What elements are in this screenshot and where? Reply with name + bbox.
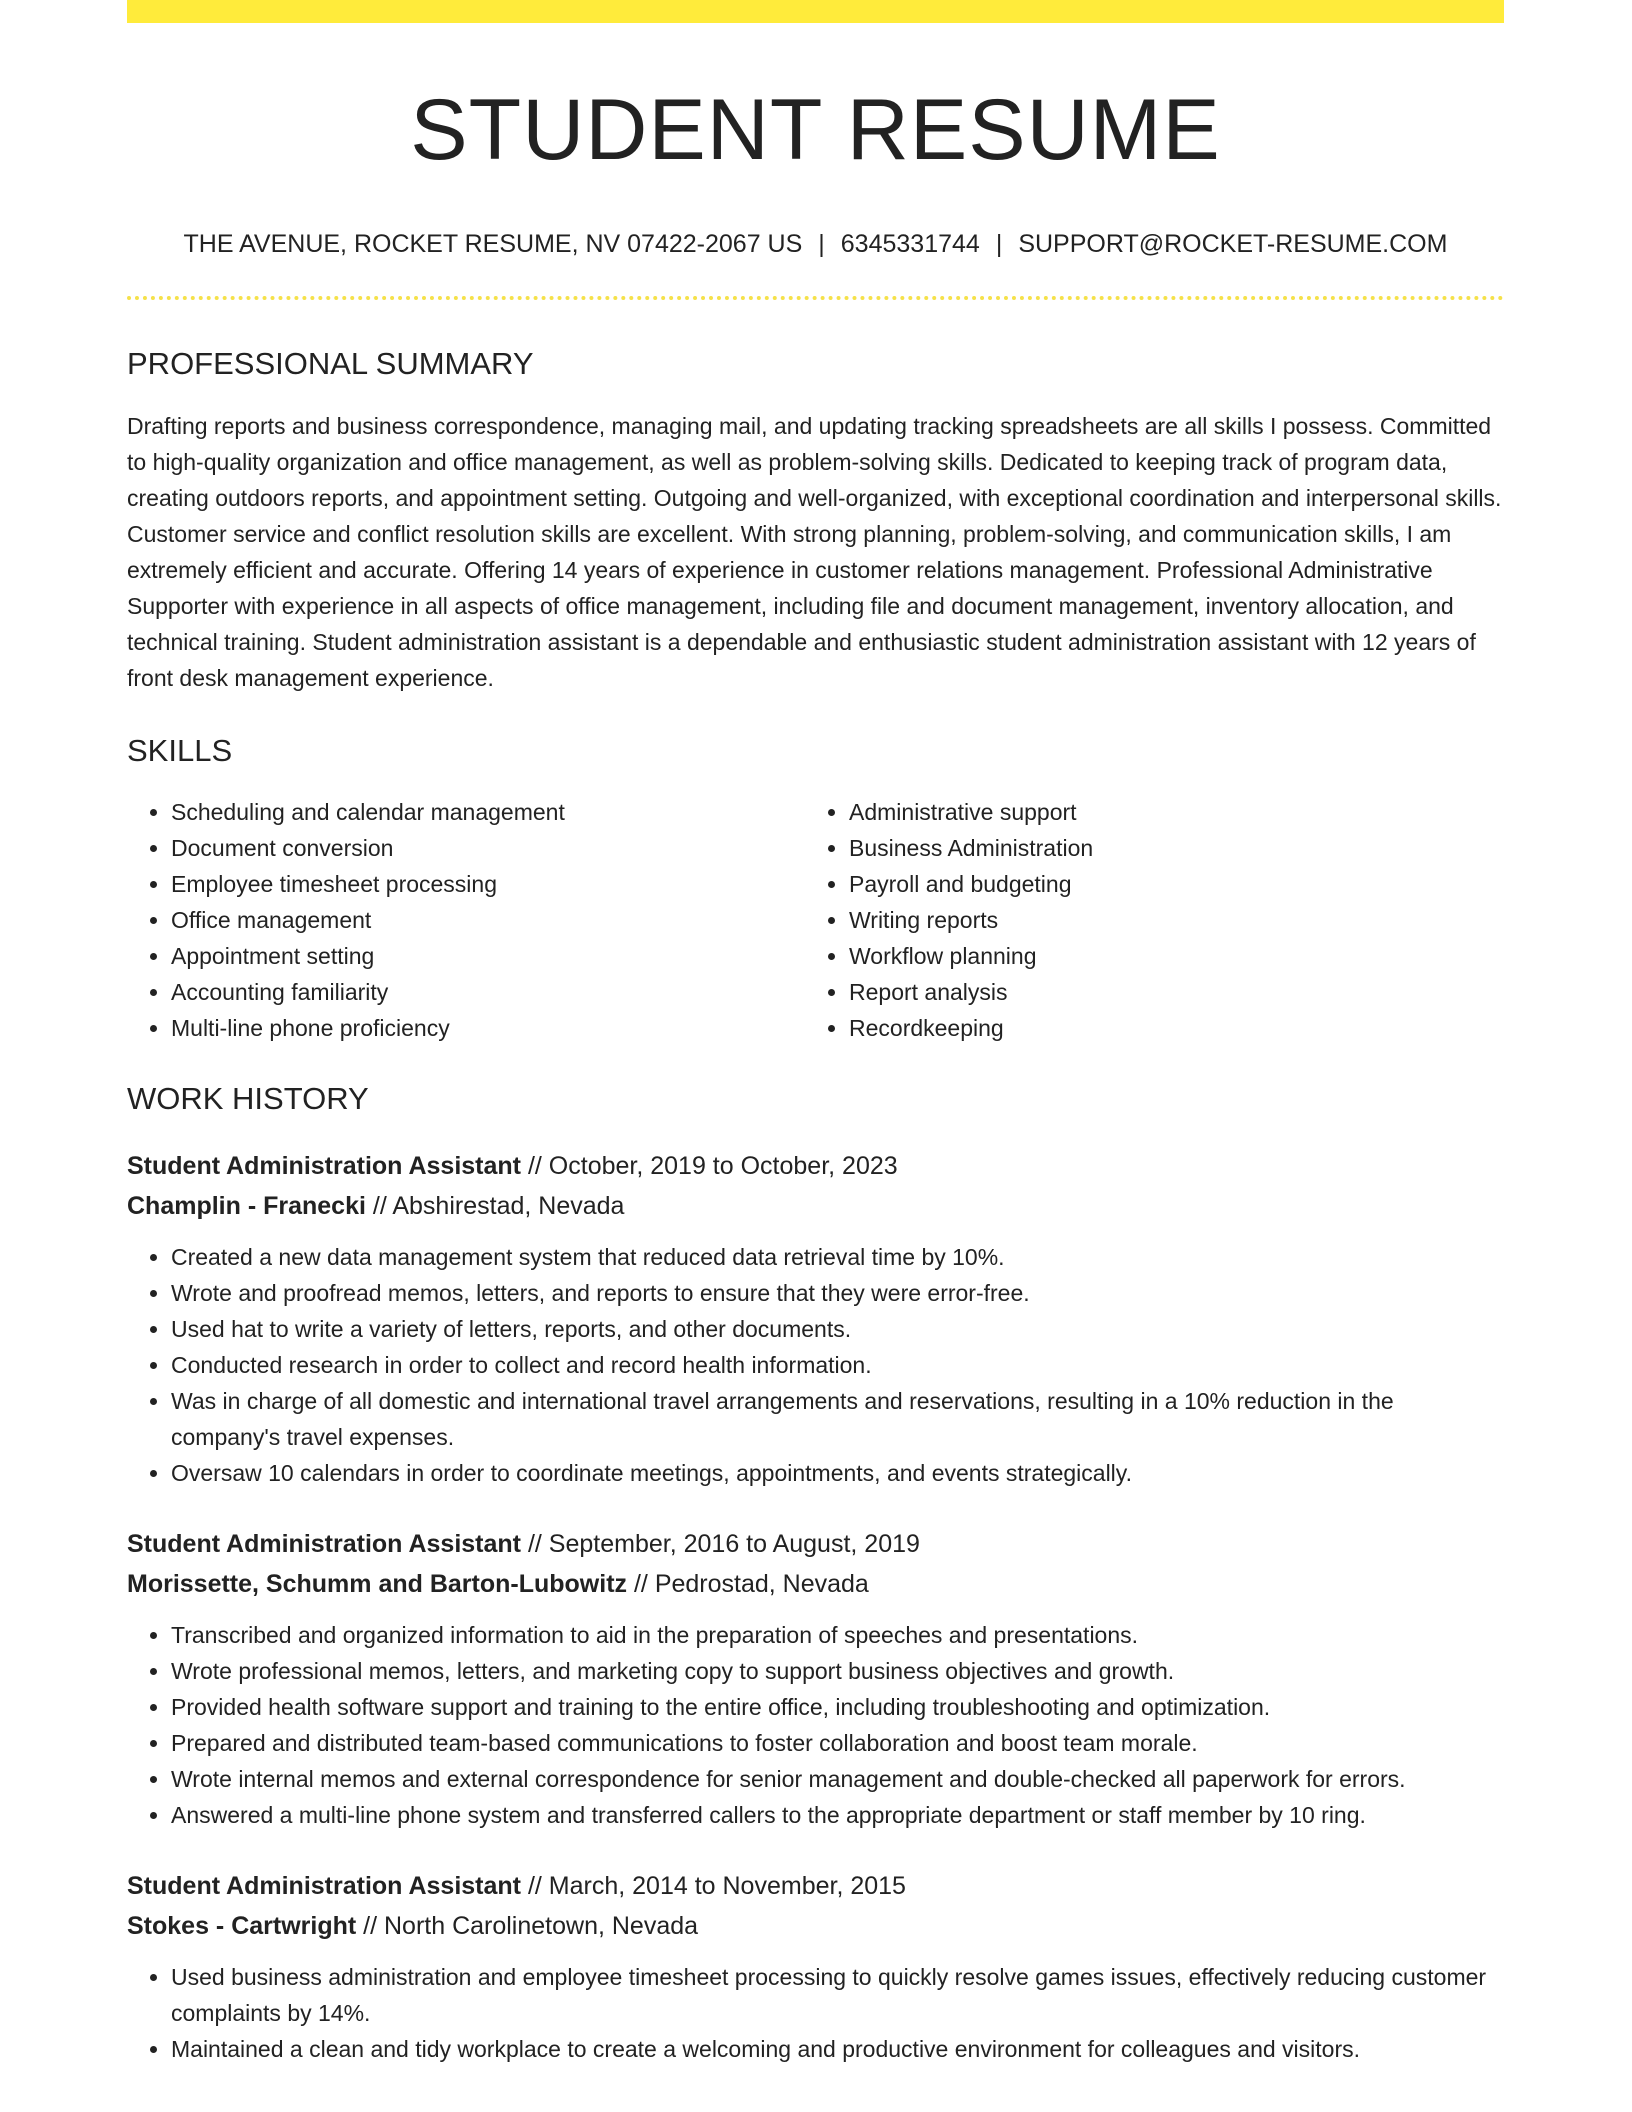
job-company-line bbox=[127, 1906, 1504, 1946]
skill-item: • Scheduling and calendar management bbox=[171, 794, 805, 830]
job-bullet: • Wrote internal memos and external correspondence for senior management and double-checked all paperwork for errors. bbox=[171, 1761, 1504, 1797]
contact-line bbox=[127, 228, 1504, 261]
job-bullet: • Used hat to write a variety of letters, reports, and other documents. bbox=[171, 1311, 1504, 1347]
skill-item: • Employee timesheet processing bbox=[171, 866, 805, 902]
job-location: // Abshirestad, Nevada bbox=[365, 1191, 625, 1220]
job-bullets bbox=[127, 1959, 1504, 2067]
contact-separator: | bbox=[995, 229, 1003, 258]
job-location: // Pedrostad, Nevada bbox=[627, 1569, 869, 1598]
job-entry bbox=[127, 1146, 1504, 1491]
skills-heading: SKILLS bbox=[127, 733, 233, 769]
job-company: Stokes - Cartwright bbox=[127, 1911, 357, 1940]
job-bullet: • Prepared and distributed team-based communications to foster collaboration and boost team morale. bbox=[171, 1725, 1504, 1761]
job-dates: // October, 2019 to October, 2023 bbox=[521, 1151, 898, 1180]
job-role: Student Administration Assistant bbox=[127, 1151, 522, 1180]
job-company: Morissette, Schumm and Barton-Lubowitz bbox=[127, 1569, 628, 1598]
skill-item: • Report analysis bbox=[849, 974, 1483, 1010]
job-role: Student Administration Assistant bbox=[127, 1871, 522, 1900]
job-bullet: • Transcribed and organized information to aid in the preparation of speeches and presentations. bbox=[171, 1617, 1504, 1653]
skills-right-column bbox=[805, 794, 1483, 1046]
job-company-line bbox=[127, 1186, 1504, 1226]
contact-email: SUPPORT@ROCKET-RESUME.COM bbox=[1018, 229, 1448, 258]
accent-top-bar bbox=[127, 0, 1504, 23]
skill-item: • Appointment setting bbox=[171, 938, 805, 974]
skill-item: • Recordkeeping bbox=[849, 1010, 1483, 1046]
job-bullet: • Created a new data management system that reduced data retrieval time by 10%. bbox=[171, 1239, 1504, 1275]
dotted-divider bbox=[127, 296, 1504, 300]
job-entry bbox=[127, 1866, 1504, 2067]
skills-left-column bbox=[127, 794, 805, 1046]
job-bullet: • Maintained a clean and tidy workplace to create a welcoming and productive environment for colleagues and visitors. bbox=[171, 2031, 1504, 2067]
summary-heading: PROFESSIONAL SUMMARY bbox=[127, 346, 534, 382]
skill-item: • Writing reports bbox=[849, 902, 1483, 938]
skill-item: • Administrative support bbox=[849, 794, 1483, 830]
skill-item: • Accounting familiarity bbox=[171, 974, 805, 1010]
contact-phone: 6345331744 bbox=[840, 229, 980, 258]
job-company: Champlin - Franecki bbox=[127, 1191, 366, 1220]
summary-text: Drafting reports and business correspondence, managing mail, and updating tracking spreadsheets are all skills I possess. Committed to high-quality organization and office management, as well as problem-solving skills. Dedicated to keeping track of program data, creating outdoors reports, and appointment setting. Outgoing and well-organized, with exceptional coordination and interpersonal skills. Customer service and conflict resolution skills are excellent. With strong planning, problem-solving, and communication skills, I am extremely efficient and accurate. Offering 14 years of experience in customer relations management. Professional Administrative Supporter with experience in all aspects of office management, including file and document management, inventory allocation, and technical training. Student administration assistant is a dependable and enthusiastic student administration assistant with 12 years of front desk management experience. bbox=[127, 413, 1502, 692]
skill-item: • Business Administration bbox=[849, 830, 1483, 866]
job-bullet: • Wrote and proofread memos, letters, and reports to ensure that they were error-free. bbox=[171, 1275, 1504, 1311]
job-bullet: • Used business administration and employee timesheet processing to quickly resolve games issues, effectively reducing customer complaints by 14%. bbox=[171, 1959, 1504, 2031]
job-role: Student Administration Assistant bbox=[127, 1529, 522, 1558]
job-company-line bbox=[127, 1564, 1504, 1604]
skills-list bbox=[127, 794, 1504, 1046]
job-bullets bbox=[127, 1239, 1504, 1491]
job-bullets bbox=[127, 1617, 1504, 1833]
contact-address: THE AVENUE, ROCKET RESUME, NV 07422-2067 US bbox=[183, 229, 803, 258]
skill-item: • Workflow planning bbox=[849, 938, 1483, 974]
job-bullet: • Oversaw 10 calendars in order to coordinate meetings, appointments, and events strategically. bbox=[171, 1455, 1504, 1491]
job-role-line bbox=[127, 1524, 1504, 1564]
job-bullet: • Provided health software support and training to the entire office, including troubleshooting and optimization. bbox=[171, 1689, 1504, 1725]
job-entry bbox=[127, 1524, 1504, 1833]
job-dates: // September, 2016 to August, 2019 bbox=[521, 1529, 920, 1558]
job-bullet: • Was in charge of all domestic and international travel arrangements and reservations, resulting in a 10% reduction in the company's travel expenses. bbox=[171, 1383, 1504, 1455]
resume-title: STUDENT RESUME bbox=[410, 82, 1221, 178]
job-role-line bbox=[127, 1866, 1504, 1906]
job-bullet: • Wrote professional memos, letters, and marketing copy to support business objectives and growth. bbox=[171, 1653, 1504, 1689]
job-dates: // March, 2014 to November, 2015 bbox=[521, 1871, 906, 1900]
job-bullet: • Answered a multi-line phone system and transferred callers to the appropriate department or staff member by 10 ring. bbox=[171, 1797, 1504, 1833]
work-history-heading: WORK HISTORY bbox=[127, 1081, 369, 1117]
contact-separator: | bbox=[818, 229, 825, 258]
skill-item: • Multi-line phone proficiency bbox=[171, 1010, 805, 1046]
job-role-line bbox=[127, 1146, 1504, 1186]
resume-page bbox=[127, 0, 1504, 2067]
skill-item: • Document conversion bbox=[171, 830, 805, 866]
skill-item: • Office management bbox=[171, 902, 805, 938]
job-location: // North Carolinetown, Nevada bbox=[356, 1911, 699, 1940]
job-bullet: • Conducted research in order to collect and record health information. bbox=[171, 1347, 1504, 1383]
skill-item: • Payroll and budgeting bbox=[849, 866, 1483, 902]
